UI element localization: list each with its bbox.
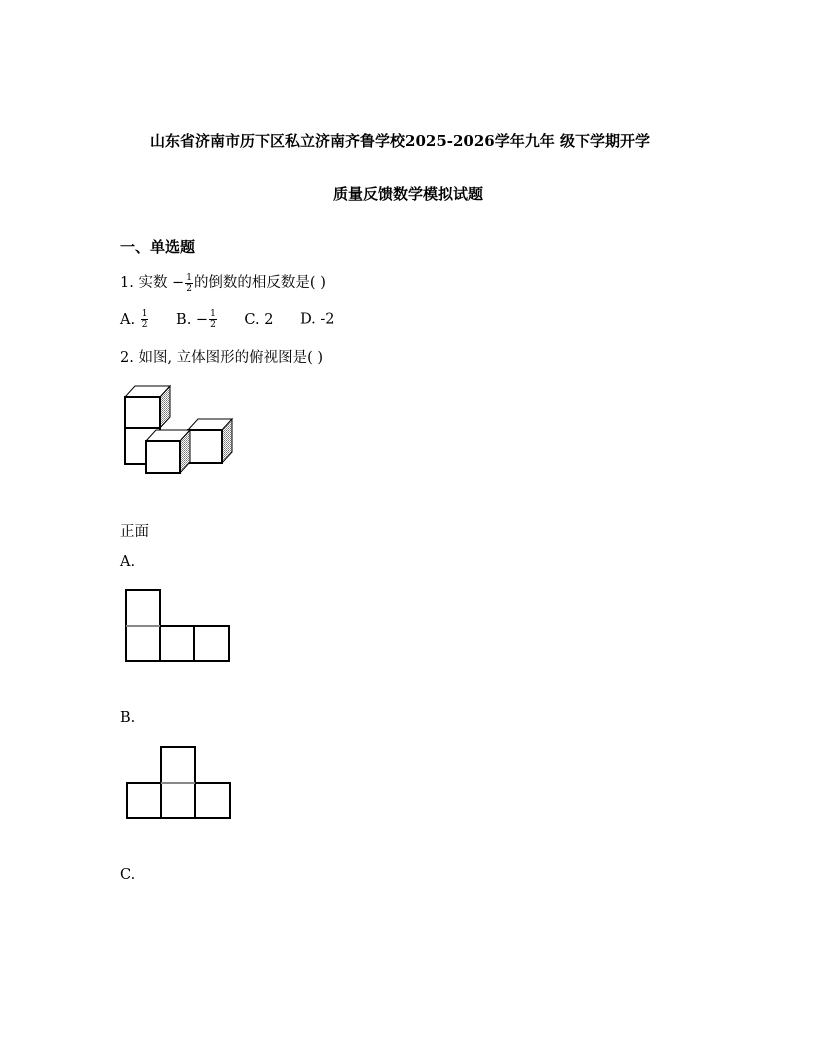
option-b[interactable] [176, 309, 218, 330]
option-c-label-q2[interactable]: C. [120, 867, 136, 883]
question-1-options [120, 309, 335, 330]
question-1-suffix: 的倒数的相反数是( ) [193, 275, 326, 291]
front-view-label: 正面 [120, 524, 149, 540]
question-1-prefix: 1. 实数 − [120, 275, 185, 291]
section-heading-single-choice: 一、单选题 [120, 238, 196, 256]
question-1-stem [120, 271, 326, 294]
question-2-stem: 2. 如图, 立体图形的俯视图是( ) [120, 350, 324, 366]
fraction-numerator: 1 [141, 309, 148, 319]
fraction-numerator: 1 [186, 272, 192, 283]
option-b-figure [126, 746, 232, 820]
cube-top-left [125, 386, 170, 428]
fraction-one-half [185, 273, 193, 294]
option-b-label-q2[interactable]: B. [120, 710, 136, 726]
option-b-fraction [209, 309, 217, 330]
option-a-label: A. [120, 311, 140, 328]
option-d[interactable]: D. -2 [300, 311, 335, 328]
fraction-denominator: 2 [186, 283, 192, 294]
solid-figure-diagram [118, 380, 238, 475]
fraction-denominator: 2 [141, 320, 148, 330]
option-c[interactable]: C. 2 [244, 311, 274, 328]
document-title-line2: 质量反馈数学模拟试题 [332, 185, 483, 203]
document-title-line1: 山东省济南市历下区私立济南齐鲁学校2025-2026学年九年 级下学期开学 [150, 132, 650, 150]
option-b-label: B. − [176, 311, 209, 328]
cube-right [188, 419, 232, 463]
option-a-figure [125, 589, 231, 663]
cube-front-middle [146, 430, 190, 473]
option-a[interactable] [120, 309, 149, 330]
fraction-denominator: 2 [210, 320, 216, 330]
fraction-numerator: 1 [210, 309, 216, 319]
option-a-label-q2[interactable]: A. [120, 554, 136, 570]
option-a-fraction [141, 309, 149, 330]
